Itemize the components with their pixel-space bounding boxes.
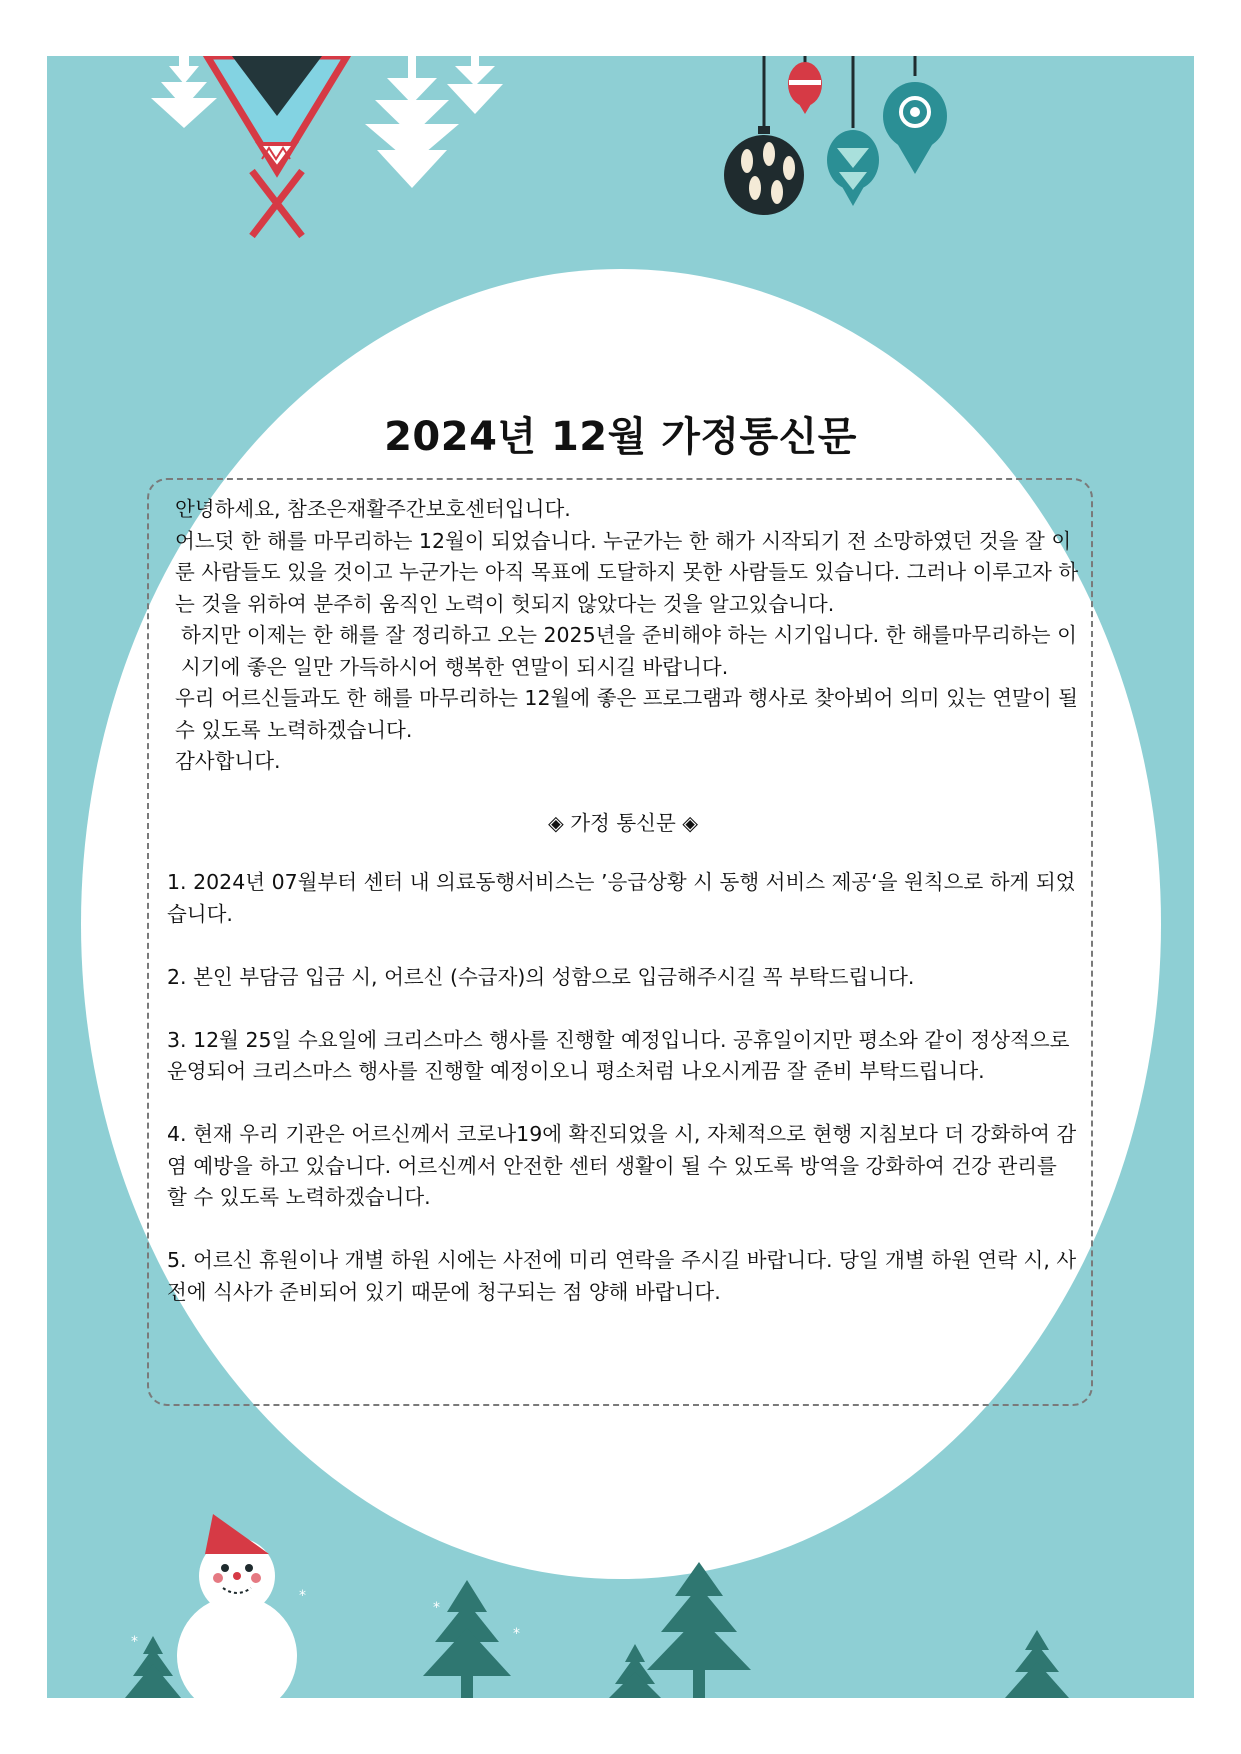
page-title: 2024년 12월 가정통신문: [384, 414, 857, 460]
closing: 감사합니다.: [175, 749, 281, 773]
pennant-decoration: [207, 56, 347, 236]
section-heading: ◈ 가정 통신문 ◈: [547, 810, 699, 835]
paragraph-3: 우리 어르신들과도 한 해를 마무리하는 12월에 좋은 프로그램과 행사로 찾아뵈어 의미 있는 연말이 될 수 있도록 노력하겠습니다.: [175, 686, 1078, 742]
svg-text:*: *: [131, 1634, 138, 1650]
snowman-icon: [177, 1514, 297, 1698]
christmas-tree-icon: [647, 1562, 751, 1698]
christmas-tree-icon: [1005, 1630, 1069, 1698]
ornament-icon: [883, 56, 947, 174]
notice-item-3: 3. 12월 25일 수요일에 크리스마스 행사를 진행할 예정입니다. 공휴일이지만 평소와 같이 정상적으로 운영되어 크리스마스 행사를 진행할 예정이오니 평소처럼 나오시게끔 잘 준비 부탁드립니다.: [167, 1027, 1070, 1083]
christmas-tree-icon: [609, 1644, 661, 1698]
svg-text:*: *: [433, 1600, 440, 1616]
ornament-icon: [788, 56, 822, 114]
christmas-tree-icon: [365, 56, 459, 188]
paragraph-2: 하지만 이제는 한 해를 잘 정리하고 오는 2025년을 준비해야 하는 시기입니다. 한 해를마무리하는 이 시기에 좋은 일만 가득하시어 행복한 연말이 되시길 바랍니다.: [181, 623, 1077, 679]
christmas-tree-icon: [447, 56, 503, 114]
christmas-tree-icon: [423, 1580, 511, 1698]
svg-text:*: *: [513, 1626, 520, 1642]
svg-text:*: *: [299, 1588, 306, 1604]
letter-body: [167, 494, 1079, 1340]
notice-item-1: 1. 2024년 07월부터 센터 내 의료동행서비스는 ’응급상황 시 동행 서비스 제공‘을 원칙으로 하게 되었습니다.: [167, 870, 1076, 926]
notice-item-4: 4. 현재 우리 기관은 어르신께서 코로나19에 확진되었을 시, 자체적으로 현행 지침보다 더 강화하여 감염 예방을 하고 있습니다. 어르신께서 안전한 센터 생활이 될 수 있도록 방역을 강화하여 건강 관리를 할 수 있도록 노력하겠습니다.: [167, 1122, 1077, 1209]
greeting: 안녕하세요, 참조은재활주간보호센터입니다.: [175, 497, 571, 521]
christmas-tree-icon: [151, 56, 217, 128]
notice-item-2: 2. 본인 부담금 입금 시, 어르신 (수급자)의 성함으로 입금해주시길 꼭 부탁드립니다.: [167, 964, 915, 989]
ornament-icon: [827, 56, 879, 206]
notice-item-5: 5. 어르신 휴원이나 개별 하원 시에는 사전에 미리 연락을 주시길 바랍니다. 당일 개별 하원 연락 시, 사전에 식사가 준비되어 있기 때문에 청구되는 점 양해 바랍니다.: [167, 1248, 1077, 1304]
paragraph-1: 어느덧 한 해를 마무리하는 12월이 되었습니다. 누군가는 한 해가 시작되기 전 소망하였던 것을 잘 이룬 사람들도 있을 것이고 누군가는 아직 목표에 도달하지 못한 사람들도 있습니다. 그러나 이루고자 하는 것을 위하여 분주히 움직인 노력이 헛되지 않았다는 것을 알고있습니다.: [175, 528, 1079, 616]
